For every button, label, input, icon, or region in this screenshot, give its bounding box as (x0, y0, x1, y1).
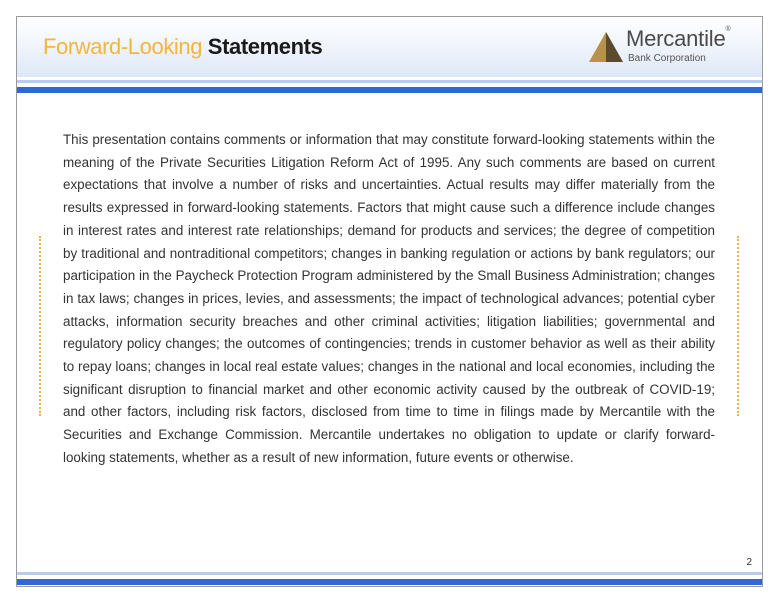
logo-name: Mercantile® (626, 26, 731, 51)
header-divider-thin (17, 80, 762, 83)
mountain-logo-icon (588, 31, 624, 63)
title-accent-text: Forward-Looking (43, 34, 203, 59)
slide (16, 16, 763, 587)
header-divider-thick (17, 87, 762, 93)
mercantile-logo (588, 26, 748, 69)
footer-divider-thick (17, 579, 762, 585)
footer-divider-thin (17, 572, 762, 575)
title-main-text: Statements (207, 34, 323, 59)
left-dotted-accent (39, 236, 41, 416)
page-number: 2 (746, 557, 752, 568)
slide-header (17, 17, 762, 77)
page-title (43, 34, 322, 60)
right-dotted-accent (737, 236, 739, 416)
logo-subtitle: Bank Corporation (628, 53, 706, 64)
disclaimer-paragraph: This presentation contains comments or information that may constitute forward-looking statements within the meaning of the Private Securities Litigation Reform Act of 1995. Any such comments are based on current expectations that involve a number of risks and uncertainties. Actual results may differ materially from the results expressed in forward-looking statements. Factors that might cause such a difference include changes in interest rates and interest rate relationships; demand for products and services; the degree of competition by traditional and nontraditional competitors; changes in banking regulation or actions by bank regulators; our participation in the Paycheck Protection Program administered by the Small Business Administration; changes in tax laws; changes in prices, levies, and assessments; the impact of technological advances; potential cyber attacks, information security breaches and other criminal activities; litigation liabilities; governmental and regulatory policy changes; the outcomes of contingencies; trends in customer behavior as well as their ability to repay loans; changes in local real estate values; changes in the national and local economies, including the significant disruption to financial market and other economic activity caused by the outbreak of COVID-19; and other factors, including risk factors, disclosed from time to time in filings made by Mercantile with the Securities and Exchange Commission. Mercantile undertakes no obligation to update or clarify forward-looking statements, whether as a result of new information, future events or otherwise. (63, 132, 715, 465)
